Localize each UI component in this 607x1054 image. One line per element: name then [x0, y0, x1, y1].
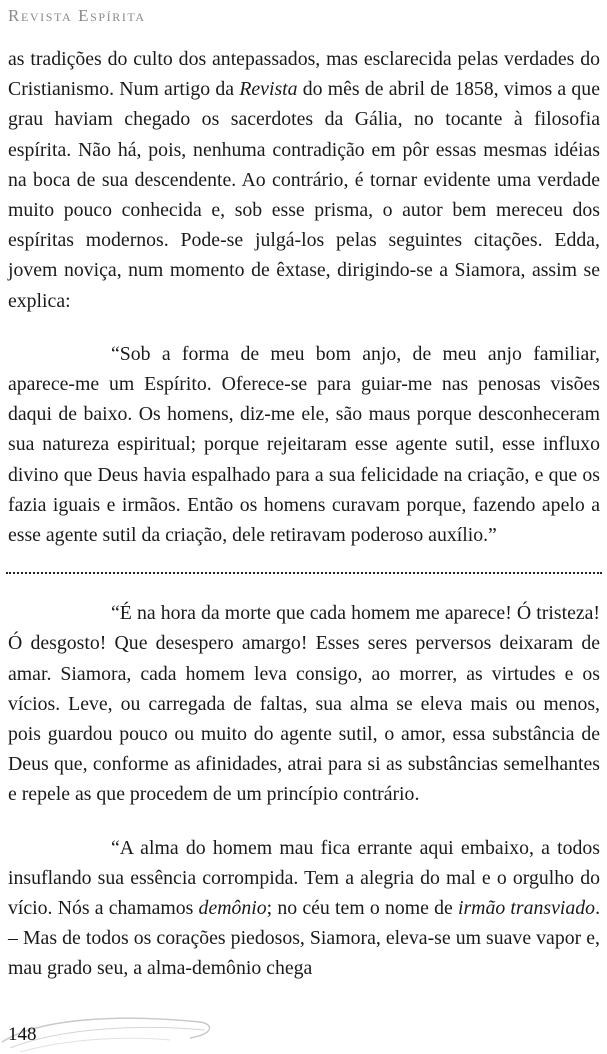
paragraph-1-text-a: as tradições do culto dos antepassados, mas esclarecida pelas verdades do Cristianismo. Num artigo da: [8, 48, 600, 101]
paragraph-4-text-b: ; no céu tem o nome de: [266, 897, 458, 920]
running-header: Revista Espírita: [8, 6, 146, 25]
page-number: 148: [8, 1024, 37, 1045]
quote-paragraph-3: [8, 833, 600, 984]
paragraph-4-text-c: . – Mas de todos os corações piedosos, Siamora, eleva-se um suave vapor e, mau grado seu, a alma-demônio chega: [8, 897, 601, 980]
page-body: [8, 44, 600, 984]
paragraph-1-italic-revista: Revista: [239, 78, 298, 101]
paragraph-gap: [8, 574, 600, 598]
paragraph-4-italic-demonio: demônio: [198, 897, 267, 920]
paragraph-1-text-b: do mês de abril de 1858, vimos a que grau haviam chegado os sacerdotes da Gália, no tocante à filosofia espírita. Não há, pois, nenhuma contradição em pôr essas mesmas idéias na boca de sua descendente. Ao contrário, é tornar evidente uma verdade muito pouco conhecida e, sob esse prisma, o autor bem mereceu dos espíritas modernos. Pode-se julgá-los pelas seguintes citações. Edda, jovem noviça, num momento de êxtase, dirigindo-se a Siamora, assim se explica:: [8, 78, 600, 312]
paragraph-4-italic-irmao: irmão transviado: [457, 897, 596, 920]
paragraph-gap: [8, 316, 600, 339]
quote-paragraph-2: “É na hora da morte que cada homem me aparece! Ó tristeza! Ó desgosto! Que desespero amargo! Esses seres perversos deixaram de amar. Siamora, cada homem leva consigo, ao morrer, as virtudes e os vícios. Leve, ou carregada de faltas, sua alma se eleva mais ou menos, pois guardou pouco ou muito do agente sutil, o amor, essa substância de Deus que, conforme as afinidades, atrai para si as substâncias semelhantes e repele as que procedem de um princípio contrário.: [8, 602, 600, 806]
paragraph-1: [8, 44, 600, 316]
paragraph-4-text-a: “A alma do homem mau fica errante aqui embaixo, a todos insuflando sua essência corrompida. Tem a alegria do mal e o orgulho do vício. Nós a chamamos: [8, 836, 600, 920]
paragraph-gap: [8, 810, 600, 833]
quote-paragraph-1: “Sob a forma de meu bom anjo, de meu anjo familiar, aparece-me um Espírito. Oferece-se para guiar-me nas penosas visões daqui de baixo. Os homens, diz-me ele, são maus porque desconheceram sua natureza espiritual; porque rejeitaram esse agente sutil, esse influxo divino que Deus havia espalhado para a sua felicidade na criação, e que os fazia iguais e irmãos. Então os homens curavam porque, fazendo apelo a esse agente sutil da criação, dele retiravam poderoso auxílio.”: [8, 342, 600, 547]
paragraph-gap: [8, 550, 600, 572]
